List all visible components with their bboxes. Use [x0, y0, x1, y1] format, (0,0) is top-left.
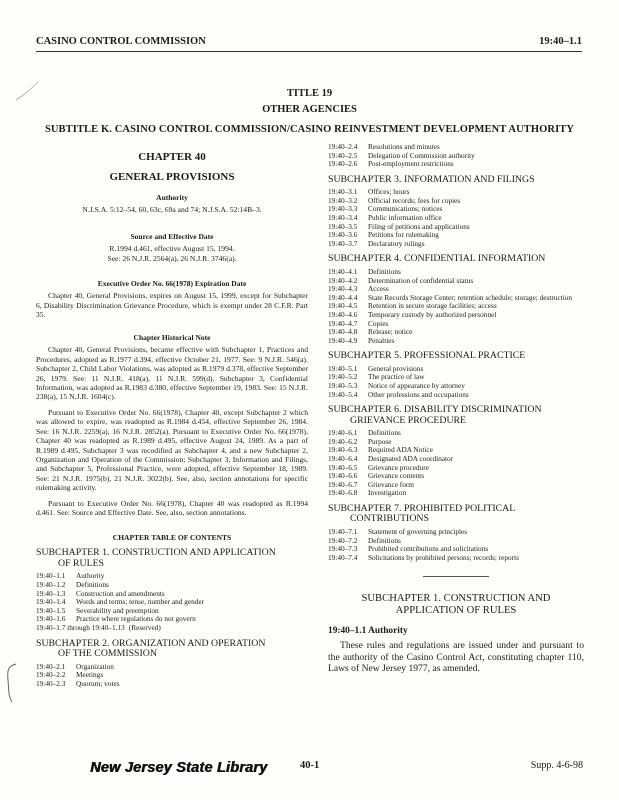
- toc-item: [328, 446, 584, 455]
- toc-item-number: 19:40–3.4: [328, 213, 358, 223]
- toc-item-title: Words and terms; tense, number and gender: [76, 597, 205, 607]
- toc-item-number: 19:40–5.3: [328, 380, 358, 390]
- authority-text: N.J.S.A. 5:12–54, 60, 63c, 69a and 74; N.J.S.A. 52:14B–3.: [82, 205, 262, 214]
- toc-item-number: 19:40–4.5: [328, 301, 358, 311]
- toc-item-number: 19:40–5.4: [328, 389, 358, 399]
- subchapter-4-heading: SUBCHAPTER 4. CONFIDENTIAL INFORMATION: [328, 253, 546, 265]
- subchapter-2-list: [36, 663, 308, 689]
- subchapter-7-heading: SUBCHAPTER 7. PROHIBITED POLITICAL CONTRIBUTIONS: [328, 502, 516, 525]
- subchapter-1-list: [36, 572, 308, 632]
- toc-item-title: Temporary custody by authorized personnel: [368, 309, 497, 319]
- exec-order-heading: Executive Order No. 66(1978) Expiration Date: [97, 279, 247, 289]
- toc-item-title: Organization: [76, 661, 114, 671]
- toc-item-title: Communications; notices: [368, 204, 443, 214]
- toc-item: [328, 472, 584, 481]
- toc-item-number: 19:40–4.2: [328, 275, 358, 285]
- toc-item-number: 19:40–6.1: [328, 428, 358, 438]
- toc-item-number: 19:40–6.6: [328, 471, 358, 481]
- toc-item-number: 19:40–2.5: [328, 150, 358, 160]
- source-line-2: See: 26 N.J.R. 2564(a), 26 N.J.R. 3746(a).: [107, 253, 237, 263]
- library-stamp-logo: New Jersey State Library: [90, 760, 268, 776]
- toc-item-number: 19:40–4.6: [328, 309, 358, 319]
- toc-item-number: 19:40–3.3: [328, 204, 358, 214]
- toc-item: [328, 455, 584, 464]
- toc-item-number: 19:40–4.4: [328, 292, 358, 302]
- toc-item-title: Meetings: [76, 670, 104, 680]
- toc-item-number: 19:40–4.3: [328, 284, 358, 294]
- title-line-2: OTHER AGENCIES: [262, 104, 357, 115]
- toc-item-number: 19:40–6.5: [328, 462, 358, 472]
- toc-item-title: Copies: [368, 318, 389, 328]
- toc-item-title: Definitions: [368, 535, 401, 545]
- toc-item-number: 19:40–4.1: [328, 266, 358, 276]
- toc-item-number: 19:40–7.4: [328, 552, 358, 562]
- toc-item-title: Penalties: [368, 335, 395, 345]
- toc-item-number: 19:40–7.2: [328, 535, 358, 545]
- toc-item-number: 19:40–4.8: [328, 327, 358, 337]
- historical-note-p3: Pursuant to Executive Order No. 66(1978), Chapter 40 was readopted as R.1994 d.461. See: Source and Effective Date. See, also, section annotations.: [36, 498, 308, 517]
- toc-item-title: Grievance form: [368, 479, 414, 489]
- subchapter-4-list: [328, 268, 584, 345]
- toc-item: [328, 391, 584, 400]
- toc-item-title: Quorum; votes: [76, 678, 120, 688]
- toc-item-number: 19:40–1.6: [36, 614, 66, 624]
- toc-item: [328, 231, 584, 240]
- toc-item-number: 19:40–4.7: [328, 318, 358, 328]
- toc-item: [328, 365, 584, 374]
- toc-item-title: Declaratory rulings: [368, 238, 425, 248]
- toc-item-title: Definitions: [368, 266, 401, 276]
- subchapter-6-list: [328, 429, 584, 498]
- toc-item-number: 19:40–6.3: [328, 445, 358, 455]
- subchapter-6-heading: SUBCHAPTER 6. DISABILITY DISCRIMINATION GRIEVANCE PROCEDURE: [328, 404, 542, 426]
- toc-item-number: 19:40–6.8: [328, 488, 358, 498]
- toc-item: [328, 554, 584, 563]
- toc-item: [328, 223, 584, 232]
- toc-item-number: 19:40–7.3: [328, 544, 358, 554]
- subchapter-2-list-cont: [328, 143, 584, 169]
- toc-item-number: 19:40–2.4: [328, 142, 358, 151]
- historical-note-p2: Pursuant to Executive Order No. 66(1978), Chapter 40, except Subchapter 2 which was allowed to expire, was readopted as R.1984 d.454, effective September 26, 1984. See: 16 N.J.R. 2259(a), 16 N.J.R. 2852(a). Pursuant to Executive Order No. 66(1978), Chapter 40 was readopted as R.1989 d.495, effective August 24, 1989. As a part of R.1989 d.495, Subchapter 3 was recodified as Subchapter 4, and a new Subchapter 2, Organization and Operation of the Commission; Subchapter 3, Information and Filings, and Subchapter 5, Professional Practice, were adopted, effective September 18, 1989. See: 21 N.J.R. 1975(b), 21 N.J.R. 3022(b). See, also, section annotations for specific rulemaking activity.: [36, 407, 308, 493]
- toc-item-number: 19:40–1.2: [36, 579, 66, 589]
- toc-item-number: 19:40–4.9: [328, 335, 358, 345]
- toc-item-title: Petitions for rulemaking: [368, 230, 439, 240]
- toc-item-title: Delegation of Commission authority: [368, 150, 475, 160]
- toc-item-title: The practice of law: [368, 372, 425, 382]
- toc-item-title: Purpose: [368, 436, 392, 446]
- toc-item-number: 19:40–5.2: [328, 372, 358, 382]
- chapter-title: GENERAL PROVISIONS: [109, 171, 235, 183]
- toc-item-number: 19:40–6.2: [328, 436, 358, 446]
- section-text: These rules and regulations are issued under and pursuant to the authority of the Casino Control Act, constituting chapter 110, Laws of New Jersey 1977, as amended.: [328, 640, 584, 675]
- toc-item-title: Severability and preemption: [76, 605, 159, 615]
- toc-item-number: 19:40–1.3: [36, 588, 66, 598]
- toc-item: [328, 528, 584, 537]
- margin-bracket-mark: [4, 660, 18, 704]
- toc-item-title: Investigation: [368, 488, 407, 498]
- toc-item: [328, 489, 584, 498]
- toc-item-number: 19:40–1.5: [36, 605, 66, 615]
- toc-item-title: Statement of governing principles: [368, 526, 468, 536]
- toc-item-title: State Records Storage Center; retention schedule; storage; destruction: [368, 292, 573, 302]
- toc-item: [328, 320, 584, 329]
- right-column: [328, 143, 584, 675]
- toc-item: [328, 438, 584, 447]
- toc-item-title: Access: [368, 284, 389, 294]
- toc-item: [328, 197, 584, 206]
- toc-item: [328, 277, 584, 286]
- toc-item-title: Other professions and occupations: [368, 389, 469, 399]
- toc-item-title: Public information office: [368, 213, 442, 223]
- toc-item: [328, 160, 584, 169]
- subchapter-5-heading: SUBCHAPTER 5. PROFESSIONAL PRACTICE: [328, 350, 526, 362]
- toc-item-title: Release; notice: [368, 327, 413, 337]
- toc-item-number: 19:40–2.6: [328, 159, 358, 169]
- toc-item-number: 19:40–1.1: [36, 571, 66, 581]
- toc-item-number: 19:40–3.6: [328, 230, 358, 240]
- toc-item-number: 19:40–2.3: [36, 678, 66, 688]
- toc-item-title: (Reserved): [128, 622, 161, 632]
- toc-item-title: Required ADA Notice: [368, 445, 433, 455]
- toc-item-title: Designated ADA coordinator: [368, 453, 454, 463]
- toc-item-number: 19:40–7.1: [328, 526, 358, 536]
- toc-item-number: 19:40–2.2: [36, 670, 66, 680]
- toc-item-title: Definitions: [368, 428, 401, 438]
- toc-item-title: Practice where regulations do not govern: [76, 614, 196, 624]
- subchapter-3-list: [328, 188, 584, 248]
- running-header: [36, 36, 582, 50]
- toc-item-number: 19:40–3.5: [328, 221, 358, 231]
- authority-heading: Authority: [156, 193, 188, 202]
- toc-item-number: 19:40–6.7: [328, 479, 358, 489]
- toc-item-title: Grievance procedure: [368, 462, 429, 472]
- section-number: 19:40–1.1 Authority: [328, 626, 408, 637]
- historical-note-p1: Chapter 40, General Provisions, became effective with Subchapter 1, Practices and Procedures, adopted as R.1977 d.394, effective October 21, 1977. See: 9 N.J.R. 546(a). Subchapter 2, Child Labor Violations, was adopted as R.1979 d.378, effective September 26, 1979. See: 11 N.J.R. 418(a), 11 N.J.R. 599(d). Subchapter 3, Confidential Information, was adopted as R.1983 d.380, effective September 19, 1983. See: 15 N.J.R. 238(a), 15 N.J.R. 1604(c).: [36, 345, 308, 402]
- header-left: CASINO CONTROL COMMISSION: [36, 36, 206, 47]
- toc-item-number: 19:40–3.1: [328, 187, 358, 197]
- exec-order-text: Chapter 40, General Provisions, expires on August 15, 1999, except for Subchapter 6, Disability Discrimination Grievance Procedure, which is exempt under 28 C.F.R. Part 35.: [36, 291, 308, 320]
- subchapter-2-heading: SUBCHAPTER 2. ORGANIZATION AND OPERATION OF THE COMMISSION: [36, 637, 266, 659]
- toc-item: [36, 680, 308, 689]
- toc-item-title: Post-employment restrictions: [368, 159, 454, 169]
- toc-item-number: 19:40–1.4: [36, 597, 66, 607]
- toc-item-title: Filing of petitions and applications: [368, 221, 470, 231]
- toc-item: [328, 311, 584, 320]
- subtitle-line: SUBTITLE K. CASINO CONTROL COMMISSION/CASINO REINVESTMENT DEVELOPMENT AUTHORITY: [44, 124, 575, 135]
- header-right: 19:40–1.1: [539, 36, 582, 47]
- toc-item-number: 19:40–6.4: [328, 453, 358, 463]
- subchapter-7-list: [328, 528, 584, 562]
- chapter-number: CHAPTER 40: [138, 151, 206, 163]
- header-rule: [36, 51, 582, 52]
- title-line-1: TITLE 19: [286, 88, 333, 99]
- toc-item-number: 19:40–3.7: [328, 238, 358, 248]
- toc-item: [328, 481, 584, 490]
- section-divider: [423, 576, 489, 577]
- toc-item-title: Resolutions and minutes: [368, 142, 440, 151]
- source-heading: Source and Effective Date: [130, 232, 214, 242]
- left-column: [36, 145, 308, 693]
- subchapter-1-heading: SUBCHAPTER 1. CONSTRUCTION AND APPLICATION OF RULES: [36, 547, 276, 569]
- page-number: 40-1: [300, 760, 320, 771]
- toc-item-title: Solicitations by prohibited persons; records; reports: [368, 552, 519, 562]
- toc-item-title: Construction and amendments: [76, 588, 165, 598]
- body-subchapter-heading: SUBCHAPTER 1. CONSTRUCTION AND APPLICATION OF RULES: [361, 593, 551, 616]
- toc-item: [328, 205, 584, 214]
- toc-item-title: Retention in secure storage facilities; access: [368, 301, 497, 311]
- toc-item-title: Grievance contents: [368, 471, 425, 481]
- toc-item-title: Authority: [76, 571, 105, 581]
- toc-item-title: General provisions: [368, 363, 424, 373]
- toc-item: [328, 337, 584, 346]
- toc-item-title: Official records; fees for copies: [368, 195, 461, 205]
- toc-item: [328, 152, 584, 161]
- toc-item: [36, 624, 308, 633]
- toc-item: [328, 464, 584, 473]
- toc-item-title: Determination of confidential status: [368, 275, 474, 285]
- source-line-1: R.1994 d.461, effective August 15, 1994.: [109, 244, 235, 254]
- toc-heading: CHAPTER TABLE OF CONTENTS: [112, 533, 232, 543]
- toc-item-number: 19:40–2.1: [36, 661, 66, 671]
- toc-item-number: 19:40–1.7 through 19:40–1.13: [36, 622, 125, 632]
- toc-item: [328, 240, 584, 249]
- subchapter-3-heading: SUBCHAPTER 3. INFORMATION AND FILINGS: [328, 173, 535, 185]
- toc-item: [328, 328, 584, 337]
- toc-item-title: Prohibited contributions and solicitations: [368, 544, 489, 554]
- toc-item-number: 19:40–3.2: [328, 195, 358, 205]
- subchapter-5-list: [328, 365, 584, 399]
- toc-item-title: Notice of appearance by attorney: [368, 380, 465, 390]
- margin-scratch-mark: [12, 78, 42, 108]
- toc-item-title: Offices; hours: [368, 187, 410, 197]
- historical-note-heading: Chapter Historical Note: [133, 333, 211, 343]
- toc-item-title: Definitions: [76, 579, 109, 589]
- supplement-date: Supp. 4-6-98: [530, 760, 583, 771]
- toc-item-number: 19:40–5.1: [328, 363, 358, 373]
- toc-item: [328, 429, 584, 438]
